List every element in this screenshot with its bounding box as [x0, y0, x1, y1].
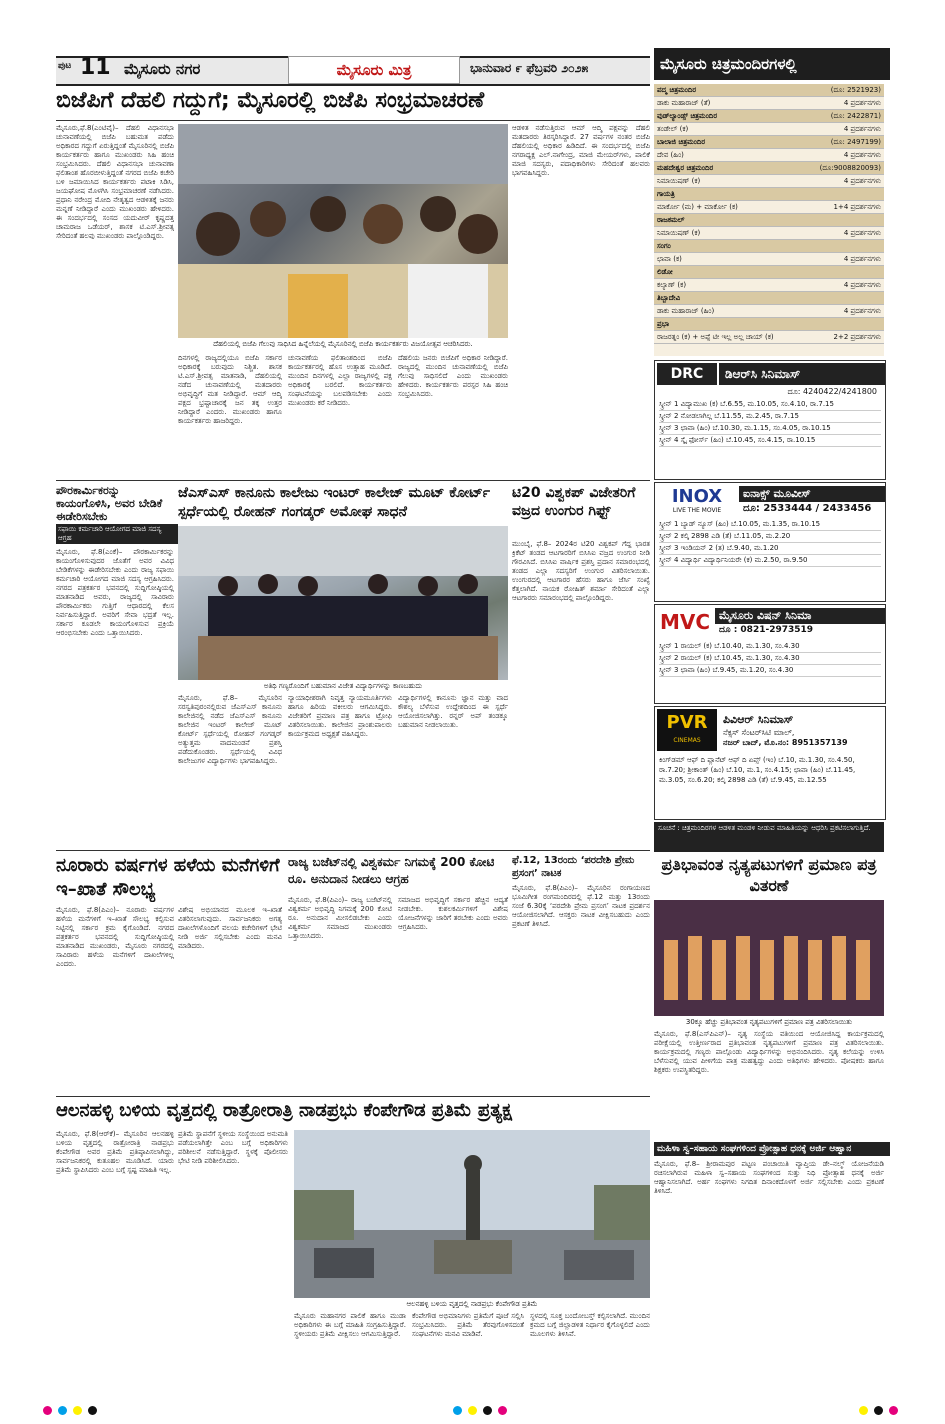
- cinema-section-title: ಮೈಸೂರು ಚಿತ್ರಮಂದಿರಗಳಲ್ಲಿ: [654, 48, 890, 80]
- pvr-name: ಪಿವಿಆರ್ ಸಿನಿಮಾಸ್: [723, 713, 794, 726]
- inox-box: [654, 482, 886, 602]
- cinema-header-row: [654, 188, 884, 201]
- cinema-note: ಸೂಚನೆ : ಚಿತ್ರಮಂದಿರಗಳ ಆಡಳಿತ ಮಂಡಳಿ ನೀಡುವ ಮಾಹಿತಿಯನ್ನು ಆಧರಿಸಿ ಪ್ರಕಟಿಸಲಾಗುತ್ತಿದೆ.: [654, 822, 884, 852]
- cinema-name: ಪ್ರಭಾ: [654, 318, 802, 331]
- showtime-row: ಸ್ಕ್ರೀನ್ 1 ರಾಯಲ್ (ಕ) ಬೆ.10.40, ಮ.1.30, ಸಂ.4.30: [659, 641, 881, 653]
- dance-headline: ಪ್ರತಿಭಾವಂತ ನೃತ್ಯಪಟುಗಳಿಗೆ ಪ್ರಮಾಣ ಪತ್ರ ವಿತರಣೆ: [661, 855, 877, 895]
- drc-name: ಡಿಆರ್‌ಸಿ ಸಿನಿಮಾಸ್: [719, 363, 885, 385]
- dance-photo-illustration: [654, 900, 884, 1016]
- cinema-show-row: [654, 201, 884, 214]
- lead-col-4: ದೆಹಲಿಯ ಜನರು ಬಿಜೆಪಿಗೆ ಅಧಿಕಾರ ನೀಡಿದ್ದಾರೆ. ರಾಜ್ಯದಲ್ಲಿ ಮುಂದಿನ ಚುನಾವಣೆಯಲ್ಲಿ ಬಿಜೆಪಿ ಗೆಲುವು ಸಾಧಿಸಲಿದೆ ಎಂದು ಮುಖಂಡರು ಹೇಳಿದರು. ಕಾರ್ಯಕರ್ತರು ಪರಸ್ಪರ ಸಿಹಿ ಹಂಚಿ ಸಂಭ್ರಮಿಸಿದರು.: [398, 354, 508, 398]
- showtime-row: ಸ್ಕ್ರೀನ್ 1 ವಿದ್ಯಾಮುಖ (ಕ) ಬೆ.6.55, ಮ.10.05, ಸಂ.4.10, ರಾ.7.15: [659, 399, 881, 411]
- section-title: ಮೈಸೂರು ನಗರ: [124, 60, 201, 78]
- film-title: ನಿಮಾಯಿಷಣ್ (ಕ): [654, 175, 802, 188]
- film-title: ತಂಡೇಲ್ (ಕ): [654, 123, 802, 136]
- kempegowda-col-3: ಮೈಸೂರು ಮಹಾನಗರ ಪಾಲಿಕೆ ಹಾಗೂ ಮುಡಾ ಅಧಿಕಾರಿಗಳು ಈ ಬಗ್ಗೆ ಮಾಹಿತಿ ಸಂಗ್ರಹಿಸುತ್ತಿದ್ದಾರೆ. ಸ್ಥಳೀಯರು ಪ್ರತಿಮೆ ವೀಕ್ಷಿಸಲು ಆಗಮಿಸುತ್ತಿದ್ದಾರೆ.: [294, 1312, 406, 1338]
- law-col-2: ನ್ಯಾಯಾಧೀಶರಾಗಿ ನಿವೃತ್ತ ನ್ಯಾಯಮೂರ್ತಿಗಳು ಹಾಗೂ ಹಿರಿಯ ವಕೀಲರು ಆಗಮಿಸಿದ್ದರು. ವಿಜೇತರಿಗೆ ಪ್ರಮಾಣ ಪತ್ರ ಹಾಗೂ ಟ್ರೋಫಿ ವಿತರಿಸಲಾಯಿತು. ಕಾಲೇಜಿನ ಪ್ರಾಂಶುಪಾಲರು ಕಾರ್ಯಕ್ರಮದ ಅಧ್ಯಕ್ಷತೆ ವಹಿಸಿದ್ದರು.: [288, 694, 392, 738]
- headline-divider: [56, 120, 650, 121]
- showtime-row: ಸ್ಕ್ರೀನ್ 2 ರಾಯಲ್ (ಕ) ಬೆ.10.45, ಮ.1.30, ಸಂ.4.30: [659, 653, 881, 665]
- issue-date: ಭಾನುವಾರ ೯ ಫೆಬ್ರವರಿ ೨೦೨೫: [470, 61, 589, 75]
- drc-box: [654, 360, 886, 480]
- budget-headline: ರಾಜ್ಯ ಬಜೆಟ್‌ನಲ್ಲಿ ವಿಶ್ವಕರ್ಮ ನಿಗಮಕ್ಕೆ 200 ಕೋಟಿ ರೂ. ಅನುದಾನ ನೀಡಲು ಆಗ್ರಹ: [288, 855, 495, 886]
- cinema-header-row: [654, 240, 884, 253]
- inox-showtimes: [655, 517, 885, 569]
- pourakarmika-subhead: ಸಫಾಯಿ ಕರ್ಮಚಾರಿ ಆಯೋಗದ ಮಾಜಿ ಸದಸ್ಯ ಆಗ್ರಹ: [56, 524, 178, 544]
- cinema-name: ಸಂಗಂ: [654, 240, 802, 253]
- kempegowda-headline: ಆಲನಹಳ್ಳಿ ಬಳಿಯ ವೃತ್ತದಲ್ಲಿ ರಾತ್ರೋರಾತ್ರಿ ನಾಡಪ್ರಭು ಕೆಂಪೇಗೌಡ ಪ್ರತಿಮೆ ಪ್ರತ್ಯಕ್ಷ: [56, 1100, 512, 1121]
- lower-rule: [56, 1096, 650, 1097]
- t20-headline: ಟಿ20 ವಿಶ್ವಕಪ್ ವಿಜೇತರಿಗೆ ವಜ್ರದ ಉಂಗುರ ಗಿಫ್ಟ್: [512, 485, 636, 519]
- cinema-show-row: [654, 279, 884, 292]
- ekhata-headline: ನೂರಾರು ವರ್ಷಗಳ ಹಳೆಯ ಮನೆಗಳಿಗೆ ಇ–ಖಾತೆ ಸೌಲಭ್ಯ: [56, 855, 280, 900]
- cinema-phone: (ದೂ: 2521923): [802, 84, 884, 97]
- drc-phone: ದೂ: 4240422/4241800: [787, 387, 877, 396]
- pvr-logo-block: [657, 709, 717, 751]
- film-title: ಡಾಕು ಮಹಾರಾಜ್ (ಹಿಂ): [654, 305, 802, 318]
- mvc-logo: MVC: [659, 610, 711, 634]
- inox-logo-block: [655, 486, 739, 514]
- show-count: 4 ಪ್ರದರ್ಶನಗಳು: [802, 97, 884, 110]
- cinema-show-row: [654, 123, 884, 136]
- showtime-row: ಸ್ಕ್ರೀನ್ 4 ಸ್ಕೈ ಫೋರ್ಸ್ (ಹಿಂ) ಬೆ.10.45, ಸಂ.4.15, ರಾ.10.15: [659, 435, 881, 447]
- drc-showtimes: [655, 397, 885, 449]
- showtime-row: ಸ್ಕ್ರೀನ್ 2 ಕಲ್ಕಿ 2898 ಎಡಿ (ತೆ) ಬೆ.11.05, ಮ.2.20: [659, 531, 881, 543]
- statue-photo-illustration: [294, 1130, 650, 1298]
- mvc-showtimes: [655, 639, 885, 679]
- women-body: ಮೈಸೂರು, ಫೆ.8– ಶ್ರೀರಾಮಪುರ ಪಟ್ಟಣ ಪಂಚಾಯಿತಿ ವ್ಯಾಪ್ತಿಯ ಡೇ–ನಲ್ಮ್ ಯೋಜನೆಯಡಿ ರಚಿಸಲಾಗಿರುವ ಮಹಿಳಾ ಸ್ವ–ಸಹಾಯ ಸಂಘಗಳಿಂದ ಸುತ್ತು ನಿಧಿ ಪ್ರೋತ್ಸಾಹ ಧನಕ್ಕೆ ಅರ್ಜಿ ಆಹ್ವಾನಿಸಲಾಗಿದೆ. ಅರ್ಹ ಸಂಘಗಳು ನಿಗದಿತ ದಿನಾಂಕದೊಳಗೆ ಅರ್ಜಿ ಸಲ್ಲಿಸಬೇಕು ಎಂದು ಪ್ರಕಟಣೆ ತಿಳಿಸಿದೆ.: [654, 1160, 884, 1195]
- cinema-show-row: [654, 331, 884, 344]
- lead-col-3: ಚುನಾವಣೆಯ ಫಲಿತಾಂಶದಿಂದ ಬಿಜೆಪಿ ಕಾರ್ಯಕರ್ತರಲ್ಲಿ ಹೊಸ ಉತ್ಸಾಹ ಮೂಡಿದೆ. ಮುಂದಿನ ದಿನಗಳಲ್ಲಿ ಎಲ್ಲಾ ರಾಜ್ಯಗಳಲ್ಲಿ ಪಕ್ಷ ಅಧಿಕಾರಕ್ಕೆ ಬರಲಿದೆ. ಕಾರ್ಯಕರ್ತರು ಸಂಘಟನೆಯನ್ನು ಬಲಪಡಿಸಬೇಕು ಎಂದು ಮುಖಂಡರು ಕರೆ ನೀಡಿದರು.: [288, 354, 392, 407]
- kempegowda-col-1: ಮೈಸೂರು, ಫೆ.8(ಆರ್‌ಕೆ)– ಮೈಸೂರಿನ ಆಲನಹಳ್ಳಿ ಬಳಿಯ ವೃತ್ತದಲ್ಲಿ ರಾತ್ರೋರಾತ್ರಿ ನಾಡಪ್ರಭು ಕೆಂಪೇಗೌಡ ಅವರ ಪ್ರತಿಮೆ ಪ್ರತಿಷ್ಠಾಪಿಸಲಾಗಿದ್ದು, ಸಾರ್ವಜನಿಕರಲ್ಲಿ ಕುತೂಹಲ ಮೂಡಿಸಿದೆ. ಯಾರು ಪ್ರತಿಮೆ ಸ್ಥಾಪಿಸಿದರು ಎಂಬ ಬಗ್ಗೆ ಸ್ಪಷ್ಟ ಮಾಹಿತಿ ಇಲ್ಲ.: [56, 1130, 174, 1174]
- pvr-address: ನೆಕ್ಸಸ್ ಸೆಂಟರ್‌ಸಿಟಿ ಮಾಲ್,: [723, 728, 795, 737]
- cinema-name: ರಾಜಕಮಲ್: [654, 214, 802, 227]
- drc-logo: DRC: [657, 363, 717, 385]
- kempegowda-col-4: ಕೆಂಪೇಗೌಡ ಅಭಿಮಾನಿಗಳು ಪ್ರತಿಮೆಗೆ ಪೂಜೆ ಸಲ್ಲಿಸಿ ಸಂಭ್ರಮಿಸಿದರು. ಪ್ರತಿಮೆ ತೆರವುಗೊಳಿಸದಂತೆ ಸಂಘಟನೆಗಳು ಮನವಿ ಮಾಡಿವೆ.: [412, 1312, 524, 1338]
- cinema-show-row: [654, 149, 884, 162]
- kempegowda-col-5: ಸ್ಥಳದಲ್ಲಿ ಸೂಕ್ತ ಬಂದೋಬಸ್ತ್ ಕಲ್ಪಿಸಲಾಗಿದೆ. ಮುಂದಿನ ಕ್ರಮದ ಬಗ್ಗೆ ಜಿಲ್ಲಾಡಳಿತ ನಿರ್ಧಾರ ಕೈಗೊಳ್ಳಲಿದೆ ಎಂದು ಮೂಲಗಳು ತಿಳಿಸಿವೆ.: [530, 1312, 650, 1338]
- registration-marks-right: [856, 1400, 901, 1419]
- cinema-header-row: [654, 110, 884, 123]
- cinema-header-row: [654, 136, 884, 149]
- show-count: 4 ಪ್ರದರ್ಶನಗಳು: [802, 227, 884, 240]
- film-title: ದೇವ (ಹಿಂ): [654, 149, 802, 162]
- showtime-row: ಸ್ಕ್ರೀನ್ 3 ಛಾವಾ (ಹಿಂ) ಬೆ.9.45, ಮ.1.20, ಸಂ.4.30: [659, 665, 881, 677]
- pourakarmika-headline: ಪೌರಕಾರ್ಮಿಕರನ್ನು ಕಾಯಂಗೊಳಿಸಿ, ಅವರ ಬೇಡಿಕೆ ಈಡೇರಿಸಬೇಕು: [56, 484, 163, 523]
- ekhata-col-1: ಮೈಸೂರು, ಫೆ.8(ಪಿಎಂ)– ನೂರಾರು ವರ್ಷಗಳ ಹಳೆಯ ಮನೆಗಳಿಗೆ ಇ–ಖಾತೆ ಸೌಲಭ್ಯ ಕಲ್ಪಿಸುವ ನಿಟ್ಟಿನಲ್ಲಿ ಸರ್ಕಾರ ಕ್ರಮ ಕೈಗೊಂಡಿದೆ. ನಗರದ ಪತ್ರಕರ್ತರ ಭವನದಲ್ಲಿ ಸುದ್ದಿಗೋಷ್ಠಿಯಲ್ಲಿ ಮಾತನಾಡಿದ ಮುಖಂಡರು, ಮೈಸೂರು ನಗರದಲ್ಲಿ ಸಾವಿರಾರು ಹಳೆಯ ಮನೆಗಳಿಗೆ ದಾಖಲೆಗಳಿಲ್ಲ ಎಂದರು.: [56, 906, 174, 968]
- lead-photo-caption: ದೆಹಲಿಯಲ್ಲಿ ಬಿಜೆಪಿ ಗೆಲುವು ಸಾಧಿಸಿದ ಹಿನ್ನೆಲೆಯಲ್ಲಿ ಮೈಸೂರಿನಲ್ಲಿ ಬಿಜೆಪಿ ಕಾರ್ಯಕರ್ತರು ವಿಜಯೋತ್ಸವ ಆಚರಿಸಿದರು.: [213, 340, 473, 348]
- film-title: ಮಾರ್ಕೋ (ಮ) + ಮಾರ್ಕೋ (ಕ): [654, 201, 802, 214]
- cinema-phone: [802, 188, 884, 201]
- law-photo: [178, 526, 508, 680]
- showtime-row: ಸ್ಕ್ರೀನ್ 3 ಇಂಡಿಯನ್ 2 (ತ) ಬೆ.9.40, ಮ.1.20: [659, 543, 881, 555]
- show-count: 1+4 ಪ್ರದರ್ಶನಗಳು: [802, 201, 884, 214]
- crowd-photo-illustration: [178, 124, 508, 338]
- cinema-header-row: [654, 266, 884, 279]
- film-title: ರಾಜರತ್ನಂ (ಕ) + ಅಪ್ಪೆ ಟೀ ಇಲ್ಲ ಅಲ್ಲ ಚಾಯ್ (ಕ): [654, 331, 802, 344]
- pvr-showtimes: ಕಿಂಗ್‌ಡಮ್ ಆಫ್ ದಿ ಪ್ಲಾನೆಟ್ ಆಫ್ ದಿ ಏಪ್ಸ್ (ಇಂ) ಬೆ.10, ಮ.1.30, ಸಂ.4.50, ರಾ.7.20; ಶ್ರೀಕಾಂತ್ (ಹಿಂ) ಬೆ.10, ಮ.1, ಸಂ.4.15; ಛಾವಾ (ಹಿಂ) ಬೆ.11.45, ಮ.3.05, ಸಂ.6.20; ಕಲ್ಕಿ 2898 ಎಡಿ (ತೆ) ಬೆ.9.45, ಮ.12.55: [659, 756, 856, 784]
- film-title: ಕಲ್ಯಾಣ್ (ಕ): [654, 279, 802, 292]
- cinema-name: ಗಾಯತ್ರಿ: [654, 188, 802, 201]
- ekhata-col-2: ವಿಶೇಷ ಅಭಿಯಾನದ ಮೂಲಕ ಇ–ಖಾತೆ ವಿತರಿಸಲಾಗುವುದು. ಸಾರ್ವಜನಿಕರು ಅಗತ್ಯ ದಾಖಲೆಗಳೊಂದಿಗೆ ವಲಯ ಕಚೇರಿಗಳಿಗೆ ಭೇಟಿ ನೀಡಿ ಅರ್ಜಿ ಸಲ್ಲಿಸಬೇಕು ಎಂದು ಮನವಿ ಮಾಡಿದರು.: [178, 906, 282, 950]
- pvr-sub: CINEMAS: [673, 737, 701, 744]
- show-count: 4 ಪ್ರದರ್ಶನಗಳು: [802, 305, 884, 318]
- pvr-info: [719, 712, 885, 748]
- inox-name: ಐನಾಕ್ಸ್ ಮೂವೀಸ್: [739, 486, 885, 502]
- lead-col-2: ದಿನಗಳಲ್ಲಿ ರಾಜ್ಯದಲ್ಲಿಯೂ ಬಿಜೆಪಿ ಸರ್ಕಾರ ಅಧಿಕಾರಕ್ಕೆ ಬರುವುದು ನಿಶ್ಚಿತ. ಶಾಸಕ ಟಿ.ಎಸ್.ಶ್ರೀವತ್ಸ ಮಾತನಾಡಿ, ದೆಹಲಿಯಲ್ಲಿ ನಡೆದ ಚುನಾವಣೆಯಲ್ಲಿ ಮತದಾರರು ಅಭಿವೃದ್ಧಿಗೆ ಮತ ನೀಡಿದ್ದಾರೆ. ಆಮ್ ಆದ್ಮಿ ಪಕ್ಷದ ಭ್ರಷ್ಟಾಚಾರಕ್ಕೆ ಜನ ತಕ್ಕ ಉತ್ತರ ನೀಡಿದ್ದಾರೆ ಎಂದರು. ಮುಖಂಡರು ಹಾಗೂ ಕಾರ್ಯಕರ್ತರು ಹಾಜರಿದ್ದರು.: [178, 354, 282, 425]
- mvc-name: ಮೈಸೂರು ವಿಷನ್ ಸಿನಿಮಾ: [715, 608, 885, 624]
- show-count: 2+2 ಪ್ರದರ್ಶನಗಳು: [802, 331, 884, 344]
- law-headline: ಜೆಎಸ್‌ಎಸ್ ಕಾನೂನು ಕಾಲೇಜು ಇಂಟರ್ ಕಾಲೇಜ್ ಮೂಟ್ ಕೋರ್ಟ್ ಸ್ಪರ್ಧೆಯಲ್ಲಿ ರೋಹನ್ ಗಂಗಡ್ಕರ್ ಅಮೋಘ ಸಾಧನೆ: [178, 485, 491, 520]
- mid-rule: [56, 850, 650, 851]
- showtime-row: ಸ್ಕ್ರೀನ್ 4 ವಿದ್ಯಾರ್ಥಿ ವಿದ್ಯಾರ್ಥಿನಿಯರೇ (ಕ) ಮ.2.50, ರಾ.9.50: [659, 555, 881, 567]
- cinema-phone: [802, 292, 884, 305]
- kempegowda-photo: [294, 1130, 650, 1298]
- cinema-show-row: [654, 175, 884, 188]
- mvc-info: [715, 608, 885, 636]
- show-count: 4 ಪ್ರದರ್ಶನಗಳು: [802, 253, 884, 266]
- show-count: 4 ಪ್ರದರ್ಶನಗಳು: [802, 279, 884, 292]
- cinema-phone: (ದೂ: 2497199): [802, 136, 884, 149]
- budget-col-2: ಸಮಾಜದ ಅಭಿವೃದ್ಧಿಗೆ ಸರ್ಕಾರ ಹೆಚ್ಚಿನ ಆದ್ಯತೆ ನೀಡಬೇಕು. ಕುಶಲಕರ್ಮಿಗಳಿಗೆ ವಿಶೇಷ ಯೋಜನೆಗಳನ್ನು ಜಾರಿಗೆ ತರಬೇಕು ಎಂದು ಅವರು ಆಗ್ರಹಿಸಿದರು.: [398, 896, 508, 931]
- cinema-phone: [802, 240, 884, 253]
- cinema-show-row: [654, 305, 884, 318]
- pvr-logo: PVR: [666, 712, 708, 733]
- lead-col-1: ಮೈಸೂರು,ಫೆ.8(ಎಂಟಿವೈ)– ದೆಹಲಿ ವಿಧಾನಸಭಾ ಚುನಾವಣೆಯಲ್ಲಿ ಬಿಜೆಪಿ ಬಹುಮತ ಪಡೆದು ಅಧಿಕಾರದ ಗದ್ದುಗೆ ಏರುತ್ತಿದ್ದಂತೆ ಮೈಸೂರಿನಲ್ಲಿ ಬಿಜೆಪಿ ಕಾರ್ಯಕರ್ತರು ಹಾಗೂ ಮುಖಂಡರು ಸಿಹಿ ಹಂಚಿ ಸಂಭ್ರಮಿಸಿದರು. ದೆಹಲಿ ವಿಧಾನಸಭಾ ಚುನಾವಣಾ ಫಲಿತಾಂಶ ಹೊರಬೀಳುತ್ತಿದ್ದಂತೆ ನಗರದ ಬಿಜೆಪಿ ಕಚೇರಿ ಬಳಿ ಜಮಾಯಿಸಿದ ಕಾರ್ಯಕರ್ತರು ಪಟಾಕಿ ಸಿಡಿಸಿ, ಜಯಘೋಷ ಮೊಳಗಿಸಿ ಸಂಭ್ರಮಾಚರಣೆ ನಡೆಸಿದರು. ಪ್ರಧಾನಿ ನರೇಂದ್ರ ಮೋದಿ ನೇತೃತ್ವದ ಆಡಳಿತಕ್ಕೆ ಜನರು ಮನ್ನಣೆ ನೀಡಿದ್ದಾರೆ ಎಂದು ಮುಖಂಡರು ಹೇಳಿದರು. ಈ ಸಂದರ್ಭದಲ್ಲಿ ಸಂಸದ ಯದುವೀರ್ ಕೃಷ್ಣದತ್ತ ಚಾಮರಾಜ ಒಡೆಯರ್, ಶಾಸಕ ಟಿ.ಎಸ್.ಶ್ರೀವತ್ಸ ಸೇರಿದಂತೆ ಹಲವು ಮುಖಂಡರು ಪಾಲ್ಗೊಂಡಿದ್ದರು.: [56, 124, 174, 240]
- inox-tagline: LIVE THE MOVIE: [672, 507, 722, 514]
- pvr-phone: ನಜರ್ ಬಾದ್, ಮೊ.ನಂ: 8951357139: [723, 738, 848, 747]
- cinema-phone: [802, 318, 884, 331]
- cinema-phone: (ದೂ:9008820093): [802, 162, 884, 175]
- cinema-name: ತಿಬ್ಬಾದೇವಿ: [654, 292, 802, 305]
- kempegowda-photo-caption: ಆಲನಹಳ್ಳಿ ಬಳಿಯ ವೃತ್ತದಲ್ಲಿ ನಾಡಪ್ರಭು ಕೆಂಪೇಗೌಡ ಪ್ರತಿಮೆ: [406, 1300, 538, 1308]
- film-title: ಡಾಕು ಮಹಾರಾಜ್ (ತೆ): [654, 97, 802, 110]
- show-count: 4 ಪ್ರದರ್ಶನಗಳು: [802, 149, 884, 162]
- moot-court-photo-illustration: [178, 526, 508, 680]
- cinema-name: ಪದ್ಮ ಚಿತ್ರಮಂದಿರ: [654, 84, 802, 97]
- film-title: ನಿಮಾಯಿಷಣ್ (ಕ): [654, 227, 802, 240]
- cinema-header-row: [654, 318, 884, 331]
- women-headline: ಮಹಿಳಾ ಸ್ವ–ಸಹಾಯ ಸಂಘಗಳಿಂದ ಪ್ರೋತ್ಸಾಹ ಧನಕ್ಕೆ ಅರ್ಜಿ ಆಹ್ವಾನ: [654, 1142, 890, 1156]
- film-title: ಛಾವಾ (ಕ): [654, 253, 802, 266]
- registration-marks-left: [40, 1400, 100, 1419]
- cinema-header-row: [654, 162, 884, 175]
- cinema-header-row: [654, 292, 884, 305]
- lead-photo: [178, 124, 508, 338]
- cinema-show-row: [654, 253, 884, 266]
- kempegowda-col-2: ಪ್ರತಿಮೆ ಸ್ಥಾಪನೆಗೆ ಸ್ಥಳೀಯ ಸಂಸ್ಥೆಯಿಂದ ಅನುಮತಿ ಪಡೆಯಲಾಗಿತ್ತೇ ಎಂಬ ಬಗ್ಗೆ ಅಧಿಕಾರಿಗಳು ಪರಿಶೀಲನೆ ನಡೆಸುತ್ತಿದ್ದಾರೆ. ಸ್ಥಳಕ್ಕೆ ಪೊಲೀಸರು ಭೇಟಿ ನೀಡಿ ಪರಿಶೀಲಿಸಿದರು.: [178, 1130, 288, 1165]
- page-label: ಪುಟ: [58, 61, 72, 71]
- law-photo-caption: ಅತಿಥಿ ಗಣ್ಯರೊಂದಿಗೆ ಬಹುಮಾನ ವಿಜೇತ ವಿದ್ಯಾರ್ಥಿಗಳನ್ನು ಕಾಣಬಹುದು: [263, 682, 423, 690]
- lead-headline: ಬಿಜೆಪಿಗೆ ದೆಹಲಿ ಗದ್ದುಗೆ; ಮೈಸೂರಲ್ಲಿ ಬಿಜೆಪಿ ಸಂಭ್ರಮಾಚರಣೆ: [56, 88, 485, 113]
- cinema-name: ಮಹದೇಶ್ವರ ಚಿತ್ರಮಂದಿರ: [654, 162, 802, 175]
- drama-headline: ಫೆ.12, 13ರಂದು ‘ಪರದೇಶಿ ಪ್ರೇಮ ಪ್ರಸಂಗ’ ನಾಟಕ: [512, 855, 635, 879]
- mvc-phone: ದೂ : 0821-2973519: [719, 625, 814, 635]
- cinema-listing: [654, 84, 884, 356]
- paper-name: ಮೈಸೂರು ಮಿತ್ರ: [288, 56, 460, 84]
- lead-bottom-rule: [56, 480, 650, 481]
- show-count: 4 ಪ್ರದರ್ಶನಗಳು: [802, 175, 884, 188]
- cinema-header-row: [654, 214, 884, 227]
- cinema-phone: [802, 214, 884, 227]
- inox-info: [739, 486, 885, 515]
- inox-logo: INOX: [671, 486, 723, 507]
- cinema-table: [654, 84, 884, 344]
- cinema-show-row: [654, 227, 884, 240]
- showtime-row: ಸ್ಕ್ರೀನ್ 3 ಛಾವಾ (ಹಿಂ) ಬೆ.10.30, ಮ.1.15, ಸಂ.4.05, ರಾ.10.15: [659, 423, 881, 435]
- showtime-row: ಸ್ಕ್ರೀನ್ 2 ನೋಡಲಾಗಿಲ್ಲ ಬೆ.11.55, ಮ.2.45, ರಾ.7.15: [659, 411, 881, 423]
- inox-phone: ದೂ: 2533444 / 2433456: [743, 502, 872, 514]
- showtime-row: ಸ್ಕ್ರೀನ್ 1 ಬ್ಯಾಡ್ ನ್ಯೂಸ್ (ಹಿಂ) ಬೆ.10.05, ಮ.1.35, ರಾ.10.15: [659, 519, 881, 531]
- registration-marks-center: [450, 1400, 510, 1419]
- page-number: 11: [80, 55, 111, 80]
- dance-photo-caption: 30ಕ್ಕೂ ಹೆಚ್ಚು ಪ್ರತಿಭಾವಂತ ನೃತ್ಯಪಟುಗಳಿಗೆ ಪ್ರಮಾಣ ಪತ್ರ ವಿತರಿಸಲಾಯಿತು: [685, 1018, 853, 1026]
- law-col-3: ವಿದ್ಯಾರ್ಥಿಗಳಲ್ಲಿ ಕಾನೂನು ಜ್ಞಾನ ಮತ್ತು ವಾದ ಕೌಶಲ್ಯ ಬೆಳೆಸುವ ಉದ್ದೇಶದಿಂದ ಈ ಸ್ಪರ್ಧೆ ಆಯೋಜಿಸಲಾಗಿತ್ತು. ರನ್ನರ್ ಅಪ್ ತಂಡಕ್ಕೂ ಬಹುಮಾನ ನೀಡಲಾಯಿತು.: [398, 694, 508, 729]
- pvr-box: [654, 706, 886, 820]
- budget-col-1: ಮೈಸೂರು, ಫೆ.8(ಪಿಎಂ)– ರಾಜ್ಯ ಬಜೆಟ್‌ನಲ್ಲಿ ವಿಶ್ವಕರ್ಮ ಅಭಿವೃದ್ಧಿ ನಿಗಮಕ್ಕೆ 200 ಕೋಟಿ ರೂ. ಅನುದಾನ ಮೀಸಲಿಡಬೇಕು ಎಂದು ವಿಶ್ವಕರ್ಮ ಸಮಾಜದ ಮುಖಂಡರು ಒತ್ತಾಯಿಸಿದರು.: [288, 896, 392, 940]
- cinema-name: ಲಿಡೋ: [654, 266, 802, 279]
- cinema-name: ವುಡ್‌ಲ್ಯಾಂಡ್ಸ್ ಚಿತ್ರಮಂದಿರ: [654, 110, 802, 123]
- mvc-box: [654, 604, 886, 704]
- cinema-phone: [802, 266, 884, 279]
- drama-body: ಮೈಸೂರು, ಫೆ.8(ಪಿಎಂ)– ಮೈಸೂರಿನ ರಂಗಾಯಣದ ಭೂಮಿಗೀತ ರಂಗಮಂದಿರದಲ್ಲಿ ಫೆ.12 ಮತ್ತು 13ರಂದು ಸಂಜೆ 6.30ಕ್ಕೆ ‘ಪರದೇಶಿ ಪ್ರೇಮ ಪ್ರಸಂಗ’ ನಾಟಕ ಪ್ರದರ್ಶನ ಆಯೋಜಿಸಲಾಗಿದೆ. ಆಸಕ್ತರು ನಾಟಕ ವೀಕ್ಷಿಸಬಹುದು ಎಂದು ಪ್ರಕಟಣೆ ತಿಳಿಸಿದೆ.: [512, 884, 650, 928]
- dance-photo: [654, 900, 884, 1016]
- cinema-name: ಬಾಲಾಜಿ ಚಿತ್ರಮಂದಿರ: [654, 136, 802, 149]
- cinema-header-row: [654, 84, 884, 97]
- dance-body: ಮೈಸೂರು, ಫೆ.8(ಎಸ್‌ಪಿಎನ್)– ನೃತ್ಯ ಸಂಸ್ಥೆಯ ವತಿಯಿಂದ ಆಯೋಜಿಸಿದ್ದ ಕಾರ್ಯಕ್ರಮದಲ್ಲಿ ಪರೀಕ್ಷೆಯಲ್ಲಿ ಉತ್ತೀರ್ಣರಾದ ಪ್ರತಿಭಾವಂತ ನೃತ್ಯಪಟುಗಳಿಗೆ ಪ್ರಮಾಣ ಪತ್ರ ವಿತರಿಸಲಾಯಿತು. ಕಾರ್ಯಕ್ರಮದಲ್ಲಿ ಗಣ್ಯರು ಪಾಲ್ಗೊಂಡು ವಿದ್ಯಾರ್ಥಿಗಳನ್ನು ಅಭಿನಂದಿಸಿದರು. ನೃತ್ಯ ಕಲೆಯನ್ನು ಉಳಿಸಿ ಬೆಳೆಸುವಲ್ಲಿ ಯುವ ಪೀಳಿಗೆಯ ಪಾತ್ರ ಮಹತ್ವದ್ದು ಎಂದು ಅತಿಥಿಗಳು ಹೇಳಿದರು. ಪೋಷಕರು ಹಾಗೂ ಶಿಕ್ಷಕರು ಉಪಸ್ಥಿತರಿದ್ದರು.: [654, 1030, 884, 1074]
- cinema-show-row: [654, 97, 884, 110]
- law-col-1: ಮೈಸೂರು, ಫೆ.8– ಮೈಸೂರಿನ ಸರಸ್ವತಿಪುರಂನಲ್ಲಿರುವ ಜೆಎಸ್‌ಎಸ್ ಕಾನೂನು ಕಾಲೇಜಿನಲ್ಲಿ ನಡೆದ ಜೆಎಸ್‌ಎಸ್ ಕಾನೂನು ಕಾಲೇಜಿನ ಇಂಟರ್ ಕಾಲೇಜ್ ಮೂಟ್ ಕೋರ್ಟ್ ಸ್ಪರ್ಧೆಯಲ್ಲಿ ರೋಹನ್ ಗಂಗಡ್ಕರ್ ಅತ್ಯುತ್ತಮ ವಾದಮಂಡನೆ ಪ್ರಶಸ್ತಿ ಪಡೆದುಕೊಂಡರು. ಸ್ಪರ್ಧೆಯಲ್ಲಿ ವಿವಿಧ ಕಾಲೇಜುಗಳ ವಿದ್ಯಾರ್ಥಿಗಳು ಭಾಗವಹಿಸಿದ್ದರು.: [178, 694, 282, 765]
- t20-body: ಮುಂಬೈ, ಫೆ.8– 2024ರ ಟಿ20 ವಿಶ್ವಕಪ್ ಗೆದ್ದ ಭಾರತ ಕ್ರಿಕೆಟ್ ತಂಡದ ಆಟಗಾರರಿಗೆ ಬಿಸಿಸಿಐ ವಜ್ರದ ಉಂಗುರ ನೀಡಿ ಗೌರವಿಸಿದೆ. ಬಿಸಿಸಿಐ ವಾರ್ಷಿಕ ಪ್ರಶಸ್ತಿ ಪ್ರದಾನ ಸಮಾರಂಭದಲ್ಲಿ ತಂಡದ ಎಲ್ಲಾ ಸದಸ್ಯರಿಗೆ ಉಂಗುರ ವಿತರಿಸಲಾಯಿತು. ಉಂಗುರದಲ್ಲಿ ಆಟಗಾರರ ಹೆಸರು ಹಾಗೂ ಜೆರ್ಸಿ ಸಂಖ್ಯೆ ಕೆತ್ತಲಾಗಿದೆ. ನಾಯಕ ರೋಹಿತ್ ಶರ್ಮಾ ಸೇರಿದಂತೆ ಎಲ್ಲಾ ಆಟಗಾರರು ಸಮಾರಂಭದಲ್ಲಿ ಪಾಲ್ಗೊಂಡಿದ್ದರು.: [512, 540, 650, 602]
- show-count: 4 ಪ್ರದರ್ಶನಗಳು: [802, 123, 884, 136]
- lead-col-5: ಆಡಳಿತ ನಡೆಸುತ್ತಿರುವ ಆಮ್ ಆದ್ಮಿ ಪಕ್ಷವನ್ನು ದೆಹಲಿ ಮತದಾರರು ತಿರಸ್ಕರಿಸಿದ್ದಾರೆ. 27 ವರ್ಷಗಳ ನಂತರ ಬಿಜೆಪಿ ದೆಹಲಿಯಲ್ಲಿ ಅಧಿಕಾರ ಹಿಡಿದಿದೆ. ಈ ಸಂದರ್ಭದಲ್ಲಿ ಬಿಜೆಪಿ ನಗರಾಧ್ಯಕ್ಷ ಎಲ್.ನಾಗೇಂದ್ರ, ಮಾಜಿ ಮೇಯರ್‌ಗಳು, ಪಾಲಿಕೆ ಮಾಜಿ ಸದಸ್ಯರು, ಪದಾಧಿಕಾರಿಗಳು ಸೇರಿದಂತೆ ಹಲವರು ಭಾಗವಹಿಸಿದ್ದರು.: [512, 124, 650, 177]
- pourakarmika-body: ಮೈಸೂರು, ಫೆ.8(ಎಂಕೆ)– ಪೌರಕಾರ್ಮಿಕರನ್ನು ಕಾಯಂಗೊಳಿಸುವುದರ ಜೊತೆಗೆ ಅವರ ವಿವಿಧ ಬೇಡಿಕೆಗಳನ್ನು ಈಡೇರಿಸಬೇಕು ಎಂದು ರಾಜ್ಯ ಸಫಾಯಿ ಕರ್ಮಚಾರಿ ಆಯೋಗದ ಮಾಜಿ ಸದಸ್ಯ ಆಗ್ರಹಿಸಿದರು. ನಗರದ ಪತ್ರಕರ್ತರ ಭವನದಲ್ಲಿ ಸುದ್ದಿಗೋಷ್ಠಿಯಲ್ಲಿ ಮಾತನಾಡಿದ ಅವರು, ರಾಜ್ಯದಲ್ಲಿ ಸಾವಿರಾರು ಪೌರಕಾರ್ಮಿಕರು ಗುತ್ತಿಗೆ ಆಧಾರದಲ್ಲಿ ಕೆಲಸ ನಿರ್ವಹಿಸುತ್ತಿದ್ದಾರೆ. ಅವರಿಗೆ ಸೇವಾ ಭದ್ರತೆ ಇಲ್ಲ. ಸರ್ಕಾರ ಕೂಡಲೇ ಕಾಯಂಗೊಳಿಸುವ ಪ್ರಕ್ರಿಯೆ ಆರಂಭಿಸಬೇಕು ಎಂದು ಒತ್ತಾಯಿಸಿದರು.: [56, 548, 174, 637]
- cinema-phone: (ದೂ: 2422871): [802, 110, 884, 123]
